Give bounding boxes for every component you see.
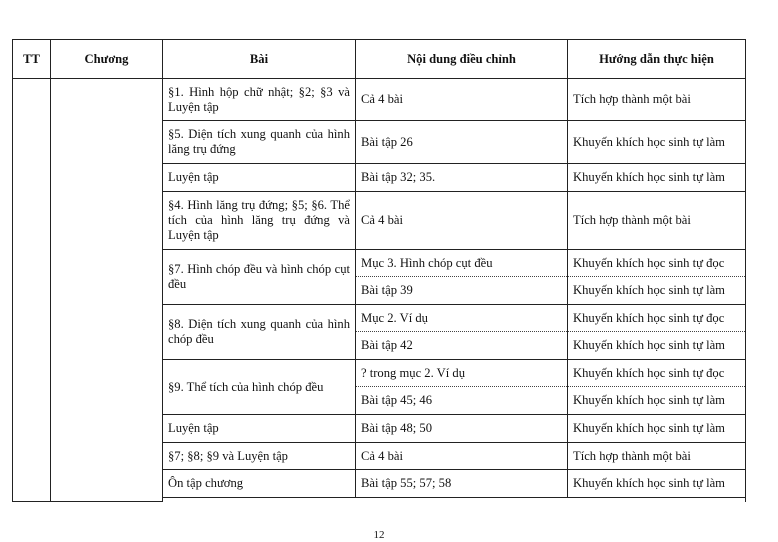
spacer-cell (356, 498, 568, 502)
guide-cell: Khuyến khích học sinh tự đọc (568, 250, 746, 277)
lesson-cell: §9. Thể tích của hình chóp đều (163, 360, 356, 415)
guide-cell: Khuyến khích học sinh tự làm (568, 387, 746, 415)
content-cell: Mục 2. Ví dụ (356, 305, 568, 332)
guide-cell: Khuyến khích học sinh tự đọc (568, 360, 746, 387)
content-cell: Cả 4 bài (356, 79, 568, 121)
content-cell: Bài tập 45; 46 (356, 387, 568, 415)
header-chuong: Chương (51, 40, 163, 79)
guide-cell: Tích hợp thành một bài (568, 79, 746, 121)
header-row (13, 40, 746, 79)
header-noi-dung: Nội dung điều chỉnh (356, 40, 568, 79)
guide-cell: Khuyến khích học sinh tự làm (568, 164, 746, 192)
lesson-cell: Ôn tập chương (163, 470, 356, 498)
guide-cell: Khuyến khích học sinh tự làm (568, 121, 746, 164)
adjustment-table (12, 39, 746, 502)
page-number: 12 (373, 529, 385, 541)
chuong-cell (51, 79, 163, 502)
guide-cell: Khuyến khích học sinh tự làm (568, 332, 746, 360)
content-cell: Bài tập 42 (356, 332, 568, 360)
guide-cell: Tích hợp thành một bài (568, 443, 746, 470)
guide-cell: Tích hợp thành một bài (568, 192, 746, 250)
spacer-cell (163, 498, 356, 502)
content-cell: Cả 4 bài (356, 443, 568, 470)
header-bai: Bài (163, 40, 356, 79)
content-cell: Cả 4 bài (356, 192, 568, 250)
content-cell: ? trong mục 2. Ví dụ (356, 360, 568, 387)
table-row (13, 79, 746, 121)
header-huong-dan: Hướng dẫn thực hiện (568, 40, 746, 79)
spacer-cell (568, 498, 746, 502)
lesson-cell: §5. Diện tích xung quanh của hình lăng trụ đứng (163, 121, 356, 164)
content-cell: Bài tập 48; 50 (356, 415, 568, 443)
lesson-cell: §1. Hình hộp chữ nhật; §2; §3 và Luyện tập (163, 79, 356, 121)
guide-cell: Khuyến khích học sinh tự làm (568, 470, 746, 498)
guide-cell: Khuyến khích học sinh tự làm (568, 415, 746, 443)
header-tt: TT (13, 40, 51, 79)
content-cell: Bài tập 26 (356, 121, 568, 164)
guide-cell: Khuyến khích học sinh tự làm (568, 277, 746, 305)
content-cell: Bài tập 55; 57; 58 (356, 470, 568, 498)
lesson-cell: §8. Diện tích xung quanh của hình chóp đều (163, 305, 356, 360)
tt-cell (13, 79, 51, 502)
content-cell: Bài tập 32; 35. (356, 164, 568, 192)
lesson-cell: §7; §8; §9 và Luyện tập (163, 443, 356, 470)
content-cell: Mục 3. Hình chóp cụt đều (356, 250, 568, 277)
lesson-cell: §4. Hình lăng trụ đứng; §5; §6. Thể tích của hình lăng trụ đứng và Luyện tập (163, 192, 356, 250)
guide-cell: Khuyến khích học sinh tự đọc (568, 305, 746, 332)
content-cell: Bài tập 39 (356, 277, 568, 305)
lesson-cell: Luyện tập (163, 415, 356, 443)
lesson-cell: §7. Hình chóp đều và hình chóp cụt đều (163, 250, 356, 305)
lesson-cell: Luyện tập (163, 164, 356, 192)
